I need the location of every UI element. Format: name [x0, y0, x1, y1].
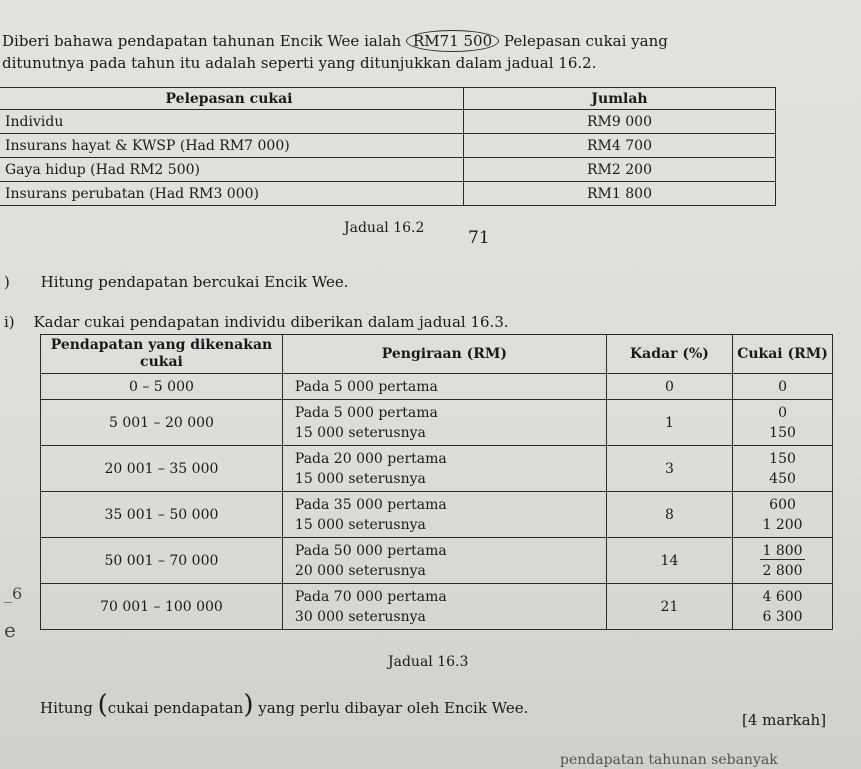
header-amount: Jumlah — [464, 88, 776, 110]
final-question-part3: yang perlu dibayar oleh Encik Wee. — [258, 699, 529, 717]
relief-item: Individu — [0, 110, 464, 134]
rate-cell: 0 — [606, 374, 732, 400]
tax-cell — [733, 400, 833, 446]
header-calc: Pengiraan (RM) — [282, 335, 606, 374]
tax-line: 150 — [769, 450, 796, 467]
calc-line: 15 000 seterusnya — [294, 470, 426, 487]
tax-cell — [733, 374, 833, 400]
rate-cell: 1 — [606, 400, 732, 446]
final-question-part2: cukai pendapatan — [107, 699, 244, 717]
tax-line: 1 200 — [762, 516, 803, 533]
calc-cell — [282, 446, 606, 492]
relief-item: Insurans hayat & KWSP (Had RM7 000) — [0, 134, 464, 158]
tax-cell — [733, 492, 833, 538]
table-row — [0, 110, 776, 134]
income-band: 70 001 – 100 000 — [41, 584, 283, 630]
tax-line: 6 300 — [762, 608, 803, 625]
calc-cell — [282, 584, 606, 630]
table-header-row — [0, 88, 776, 110]
rate-cell: 3 — [606, 446, 732, 492]
question-b-text: Kadar cukai pendapatan individu diberikan dalam jadual 16.3. — [33, 313, 509, 331]
tax-underlined-value: 1 800 — [762, 542, 803, 559]
rate-cell: 21 — [606, 584, 732, 630]
calc-cell — [282, 538, 606, 584]
table-row — [41, 400, 833, 446]
tax-line: 150 — [769, 424, 796, 441]
income-band: 35 001 – 50 000 — [41, 492, 283, 538]
tax-line: 4 600 — [762, 588, 803, 605]
calc-cell — [282, 492, 606, 538]
tax-line: 0 — [778, 378, 787, 395]
relief-amount: RM9 000 — [464, 110, 776, 134]
circled-income: RM71 500 — [406, 30, 499, 52]
header-rate: Kadar (%) — [606, 335, 732, 374]
income-band: 0 – 5 000 — [41, 374, 283, 400]
handwritten-bracket: ) — [243, 690, 254, 720]
calc-line: 15 000 seterusnya — [294, 516, 426, 533]
income-band: 5 001 – 20 000 — [41, 400, 283, 446]
marks-label: [4 markah] — [742, 711, 827, 729]
margin-scribble: _6 — [4, 584, 23, 603]
table-row — [41, 374, 833, 400]
tax-cell — [733, 538, 833, 584]
calc-line: Pada 50 000 pertama — [294, 542, 447, 559]
calc-cell — [282, 374, 606, 400]
calc-line: 20 000 seterusnya — [294, 562, 426, 579]
table-row — [41, 446, 833, 492]
header-relief: Pelepasan cukai — [0, 88, 464, 110]
intro-paragraph — [0, 30, 850, 74]
table-row — [41, 492, 833, 538]
intro-line1-before: Diberi bahawa pendapatan tahunan Encik Wee ialah — [2, 32, 402, 50]
tax-line: 600 — [769, 496, 796, 513]
header-income: Pendapatan yang dikenakan cukai — [41, 335, 283, 374]
table2-caption: Jadual 16.3 — [388, 654, 469, 670]
tax-relief-table — [0, 87, 776, 206]
table-row — [41, 584, 833, 630]
table1-caption: Jadual 16.2 — [344, 220, 425, 236]
question-a — [4, 273, 349, 291]
relief-item: Gaya hidup (Had RM2 500) — [0, 158, 464, 182]
table-row — [0, 158, 776, 182]
handwritten-mark: 71 — [468, 228, 490, 248]
tax-line: 2 800 — [762, 562, 803, 579]
calc-line: Pada 20 000 pertama — [294, 450, 447, 467]
calc-line: 15 000 seterusnya — [294, 424, 426, 441]
table-row — [41, 538, 833, 584]
question-b — [4, 313, 509, 331]
margin-scribble: e — [4, 618, 16, 642]
table-row — [0, 134, 776, 158]
calc-line: Pada 5 000 pertama — [294, 378, 438, 395]
tax-cell — [733, 584, 833, 630]
relief-amount: RM1 800 — [464, 182, 776, 206]
handwritten-bracket: ( — [97, 690, 108, 720]
intro-line2: ditunutnya pada tahun itu adalah seperti yang ditunjukkan dalam jadual 16.2. — [2, 54, 597, 72]
calc-line: 30 000 seterusnya — [294, 608, 426, 625]
table-header-row — [41, 335, 833, 374]
final-question — [40, 690, 529, 720]
calc-cell — [282, 400, 606, 446]
question-b-number: i) — [4, 313, 15, 331]
tax-line: 450 — [769, 470, 796, 487]
relief-item: Insurans perubatan (Had RM3 000) — [0, 182, 464, 206]
calc-line: Pada 35 000 pertama — [294, 496, 447, 513]
tax-line — [733, 541, 832, 561]
income-band: 50 001 – 70 000 — [41, 538, 283, 584]
tax-cell — [733, 446, 833, 492]
cut-off-text: pendapatan tahunan sebanyak — [560, 752, 778, 768]
rate-cell: 8 — [606, 492, 732, 538]
calc-line: Pada 5 000 pertama — [294, 404, 438, 421]
intro-line1-after: Pelepasan cukai yang — [503, 32, 668, 50]
header-tax: Cukai (RM) — [733, 335, 833, 374]
income-tax-rate-table — [40, 334, 833, 630]
tax-line: 0 — [778, 404, 787, 421]
question-a-text: Hitung pendapatan bercukai Encik Wee. — [40, 273, 349, 291]
income-band: 20 001 – 35 000 — [41, 446, 283, 492]
final-question-part1: Hitung — [40, 699, 93, 717]
rate-cell: 14 — [606, 538, 732, 584]
relief-amount: RM4 700 — [464, 134, 776, 158]
relief-amount: RM2 200 — [464, 158, 776, 182]
calc-line: Pada 70 000 pertama — [294, 588, 447, 605]
table-row — [0, 182, 776, 206]
question-a-number: ) — [4, 273, 10, 291]
